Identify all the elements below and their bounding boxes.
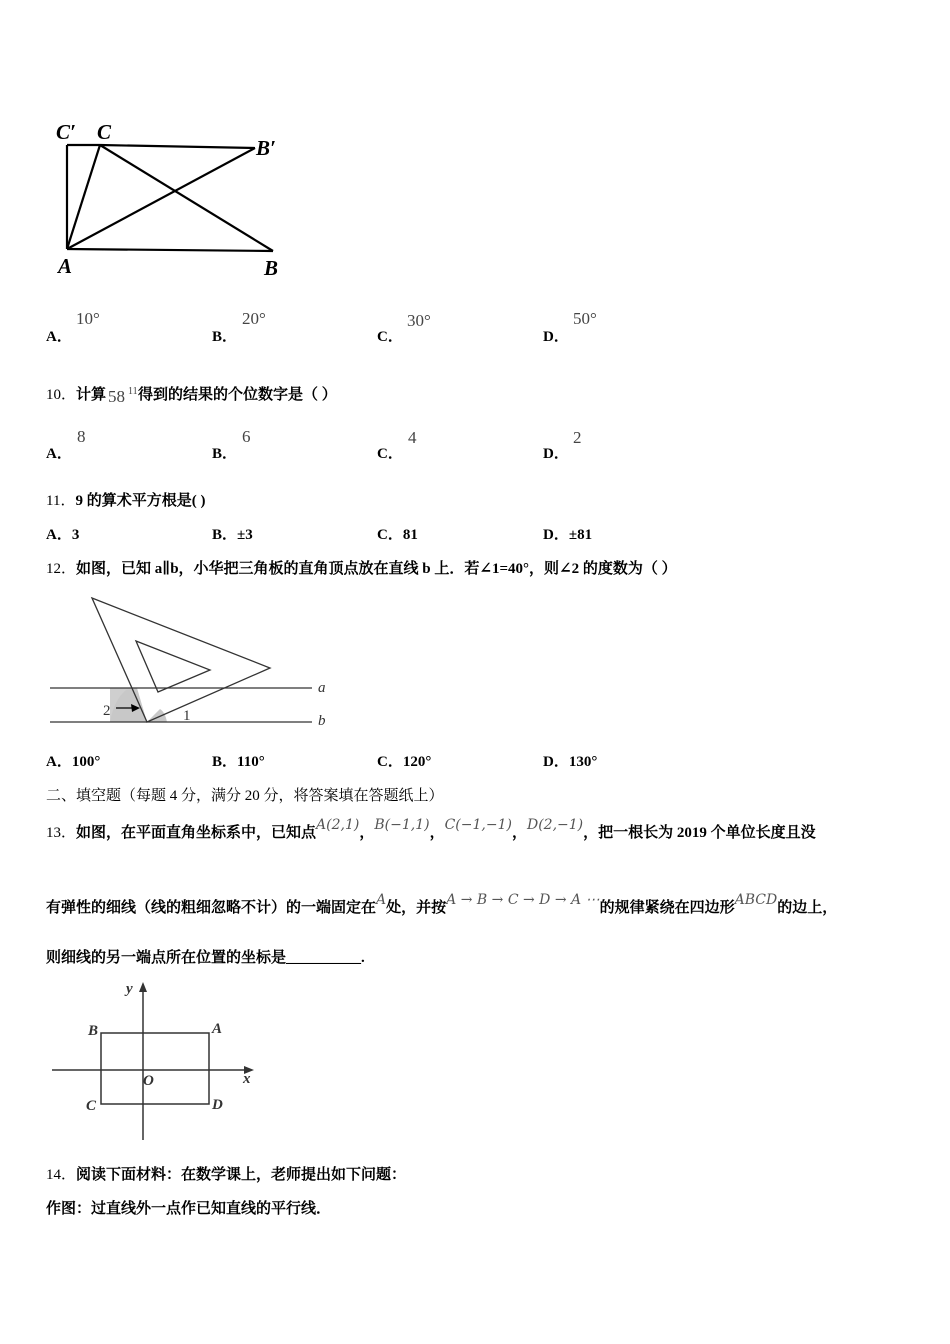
- q10-option-c: [377, 442, 403, 463]
- option-letter: D．: [543, 329, 569, 345]
- option-letter: B．: [212, 446, 238, 462]
- vertex-label-a: A: [212, 1021, 223, 1037]
- option-letter: C．: [377, 527, 403, 543]
- label-angle-1: 1: [183, 708, 191, 724]
- separator: ，: [511, 825, 527, 841]
- q10-post: 得到的结果的个位数字是（ ）: [138, 387, 337, 403]
- option-letter: A．: [46, 446, 72, 462]
- point-d: D(2,−1): [526, 817, 584, 833]
- vertex-label-c: C: [86, 1098, 97, 1114]
- q13-line2-post: 的边上，: [777, 900, 838, 916]
- q9-option-c: [377, 325, 403, 346]
- q11-option-a: [46, 523, 79, 544]
- path-sequence: A → B → C → D → A ⋯: [446, 892, 600, 908]
- q13-line3-text: 则细线的另一端点所在位置的坐标是: [46, 950, 287, 966]
- option-value: 120°: [402, 754, 432, 770]
- q12-option-d: [543, 750, 597, 771]
- q12-text: 如图，已知 a∥b，小华把三角板的直角顶点放在直线 b 上．若∠1=40°，则∠2 的度数为（ ）: [76, 561, 677, 577]
- vertex-label-d: D: [212, 1097, 223, 1113]
- q10-option-c-value: 4: [408, 428, 417, 447]
- q10-option-d: [543, 442, 569, 463]
- option-letter: C．: [377, 329, 403, 345]
- figure-q12: [46, 590, 346, 740]
- option-letter: A．: [46, 329, 72, 345]
- separator: ，: [359, 825, 375, 841]
- quadrilateral-name: ABCD: [734, 892, 778, 908]
- point-a: A(2,1): [316, 817, 360, 833]
- q11-stem: [46, 489, 205, 510]
- section-heading: 二、填空题（每题 4 分，满分 20 分，将答案填在答题纸上）: [46, 788, 444, 804]
- option-value: ±81: [568, 527, 593, 543]
- power-base: 58: [108, 387, 126, 406]
- q10-option-a: [46, 442, 72, 463]
- label-c-prime: C′: [56, 120, 76, 144]
- q13-line1: [46, 817, 816, 842]
- option-value: 81: [402, 527, 418, 543]
- question-number: 14．: [46, 1167, 77, 1183]
- label-a: A: [58, 254, 73, 278]
- axis-label-y: y: [126, 981, 133, 997]
- q13-line1-pre: 如图，在平面直角坐标系中，已知点: [76, 825, 317, 841]
- label-b: B: [264, 256, 279, 280]
- power-exponent: 11: [128, 386, 138, 397]
- q9-option-b-value: 20°: [242, 309, 266, 328]
- option-value: 100°: [71, 754, 101, 770]
- q14-line2: 作图：过直线外一点作已知直线的平行线．: [46, 1201, 332, 1217]
- option-value: 110°: [237, 754, 265, 770]
- question-number: 10．: [46, 387, 77, 403]
- point-b: B(−1,1): [374, 817, 430, 833]
- q13-line3: [46, 946, 365, 967]
- q10-stem: [46, 383, 337, 404]
- q13-line2: [46, 892, 838, 917]
- q9-option-d-value: 50°: [573, 309, 597, 328]
- option-value: 3: [71, 527, 80, 543]
- question-number: 13．: [46, 825, 77, 841]
- option-letter: C．: [377, 446, 403, 462]
- origin-label: O: [143, 1073, 154, 1089]
- label-b-prime: B′: [256, 136, 276, 160]
- figure-q13: [46, 978, 266, 1146]
- q9-option-c-value: 30°: [407, 311, 431, 330]
- q12-option-b: [212, 750, 265, 771]
- q10-option-b-value: 6: [242, 427, 251, 446]
- label-angle-2: 2: [103, 703, 111, 719]
- question-number: 12．: [46, 561, 77, 577]
- point-a-ref: A: [376, 892, 387, 908]
- q13-line1-post: ，把一根长为 2019 个单位长度且没: [583, 825, 816, 841]
- q12-option-c: [377, 750, 431, 771]
- option-value: ±3: [237, 527, 253, 543]
- q9-option-a: [46, 325, 72, 346]
- q13-line2-mid2: 的规律紧绕在四边形: [599, 900, 735, 916]
- q12-stem: [46, 557, 677, 578]
- q13-line2-pre: 有弹性的细线（线的粗细忽略不计）的一端固定在: [46, 900, 377, 916]
- separator: ，: [429, 825, 445, 841]
- q13-line3-end: .: [361, 950, 365, 966]
- option-letter: B．: [212, 754, 238, 770]
- option-letter: B．: [212, 329, 238, 345]
- label-line-a: a: [318, 680, 326, 696]
- q14-stem: [46, 1163, 406, 1184]
- axis-label-x: x: [243, 1071, 251, 1087]
- option-letter: D．: [543, 446, 569, 462]
- label-line-b: b: [318, 713, 326, 729]
- option-letter: A．: [46, 527, 72, 543]
- vertex-label-b: B: [88, 1023, 99, 1039]
- q10-option-a-value: 8: [77, 427, 86, 446]
- q11-option-b: [212, 523, 253, 544]
- option-letter: D．: [543, 754, 569, 770]
- option-letter: C．: [377, 754, 403, 770]
- option-letter: D．: [543, 527, 569, 543]
- question-number: 11．: [46, 493, 76, 509]
- q14-text: 阅读下面材料：在数学课上，老师提出如下问题：: [76, 1167, 407, 1183]
- q10-pre: 计算: [76, 387, 107, 403]
- q11-text: 9 的算术平方根是( ): [75, 493, 206, 509]
- q9-option-b: [212, 325, 237, 346]
- option-value: 130°: [568, 754, 598, 770]
- q11-option-d: [543, 523, 592, 544]
- q9-option-a-value: 10°: [76, 309, 100, 328]
- option-letter: A．: [46, 754, 72, 770]
- q9-option-d: [543, 325, 569, 346]
- figure-q9: [50, 115, 290, 285]
- q10-option-d-value: 2: [573, 428, 582, 447]
- point-c: C(−1,−1): [444, 817, 512, 833]
- q10-option-b: [212, 442, 237, 463]
- q13-line2-mid: 处，并按: [386, 900, 447, 916]
- answer-blank: __________: [286, 950, 362, 966]
- q11-option-c: [377, 523, 418, 544]
- q12-option-a: [46, 750, 100, 771]
- option-letter: B．: [212, 527, 238, 543]
- label-c: C: [97, 120, 112, 144]
